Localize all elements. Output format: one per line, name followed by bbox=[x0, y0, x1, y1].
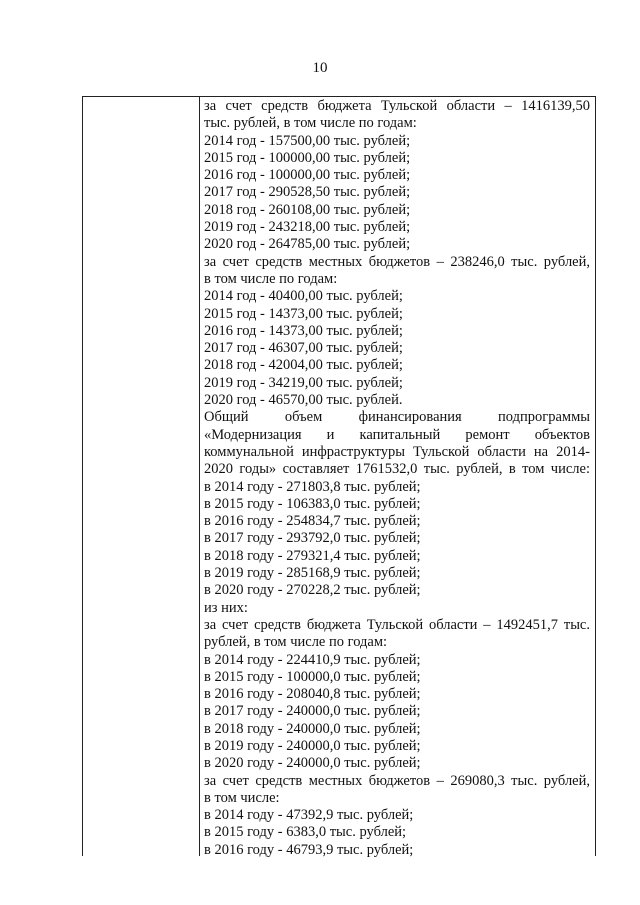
text-line: за счет средств бюджета Тульской области – 1416139,50 bbox=[204, 98, 590, 114]
text-line: 2017 год - 46307,00 тыс. рублей; bbox=[204, 340, 403, 357]
text-line: в 2018 году - 279321,4 тыс. рублей; bbox=[204, 547, 421, 564]
text-line: в 2017 году - 293792,0 тыс. рублей; bbox=[204, 530, 421, 547]
text-line: в 2015 году - 6383,0 тыс. рублей; bbox=[204, 824, 407, 841]
text-line: в 2018 году - 240000,0 тыс. рублей; bbox=[204, 720, 421, 737]
text-line: 2018 год - 42004,00 тыс. рублей; bbox=[204, 357, 403, 374]
funding-table bbox=[82, 96, 596, 856]
text-line: в 2019 году - 240000,0 тыс. рублей; bbox=[204, 737, 421, 754]
text-line: 2020 год - 46570,00 тыс. рублей. bbox=[204, 392, 403, 409]
text-line: 2019 год - 34219,00 тыс. рублей; bbox=[204, 374, 403, 391]
text-line: в 2017 году - 240000,0 тыс. рублей; bbox=[204, 703, 421, 720]
text-line: в 2016 году - 208040,8 тыс. рублей; bbox=[204, 686, 421, 703]
text-line: в 2015 году - 100000,0 тыс. рублей; bbox=[204, 668, 421, 685]
text-line: в 2020 году - 270228,2 тыс. рублей; bbox=[204, 582, 421, 599]
text-line: коммунальной инфраструктуры Тульской области на 2014- bbox=[204, 443, 590, 460]
text-line: в 2016 году - 254834,7 тыс. рублей; bbox=[204, 513, 421, 530]
text-line: 2017 год - 290528,50 тыс. рублей; bbox=[204, 184, 411, 201]
text-line: в 2020 году - 240000,0 тыс. рублей; bbox=[204, 755, 421, 772]
text-line: в 2015 году - 106383,0 тыс. рублей; bbox=[204, 495, 421, 512]
text-line: в 2016 году - 46793,9 тыс. рублей; bbox=[204, 841, 414, 858]
text-line: тыс. рублей, в том числе по годам: bbox=[204, 115, 417, 132]
page-number: 10 bbox=[312, 60, 328, 76]
text-line: за счет средств бюджета Тульской области – 1492451,7 тыс. bbox=[204, 616, 590, 633]
column-divider bbox=[199, 97, 200, 856]
text-line: 2015 год - 100000,00 тыс. рублей; bbox=[204, 149, 411, 166]
text-line: 2018 год - 260108,00 тыс. рублей; bbox=[204, 201, 411, 218]
text-line: в 2014 году - 271803,8 тыс. рублей; bbox=[204, 478, 421, 495]
text-line: в 2014 году - 47392,9 тыс. рублей; bbox=[204, 807, 414, 824]
text-line: 2019 год - 243218,00 тыс. рублей; bbox=[204, 219, 411, 236]
text-line: 2016 год - 100000,00 тыс. рублей; bbox=[204, 167, 411, 184]
text-line: в том числе: bbox=[204, 789, 280, 806]
text-line: 2014 год - 157500,00 тыс. рублей; bbox=[204, 132, 411, 149]
text-line: 2020 годы» составляет 1761532,0 тыс. рублей, в том числе: bbox=[204, 461, 590, 478]
text-line: 2015 год - 14373,00 тыс. рублей; bbox=[204, 305, 403, 322]
text-line: 2014 год - 40400,00 тыс. рублей; bbox=[204, 288, 403, 305]
text-line: за счет средств местных бюджетов – 269080,3 тыс. рублей, bbox=[204, 772, 590, 789]
text-line: Общий объем финансирования подпрограммы bbox=[204, 409, 590, 426]
text-line: рублей, в том числе по годам: bbox=[204, 634, 388, 651]
text-line: «Модернизация и капитальный ремонт объектов bbox=[204, 426, 590, 443]
text-line: 2016 год - 14373,00 тыс. рублей; bbox=[204, 322, 403, 339]
text-line: из них: bbox=[204, 599, 248, 616]
text-line: 2020 год - 264785,00 тыс. рублей; bbox=[204, 236, 411, 253]
funding-text-cell bbox=[204, 98, 590, 859]
text-line: за счет средств местных бюджетов – 238246,0 тыс. рублей, bbox=[204, 253, 590, 270]
text-line: в 2014 году - 224410,9 тыс. рублей; bbox=[204, 651, 421, 668]
text-line: в том числе по годам: bbox=[204, 270, 338, 287]
text-line: в 2019 году - 285168,9 тыс. рублей; bbox=[204, 565, 421, 582]
